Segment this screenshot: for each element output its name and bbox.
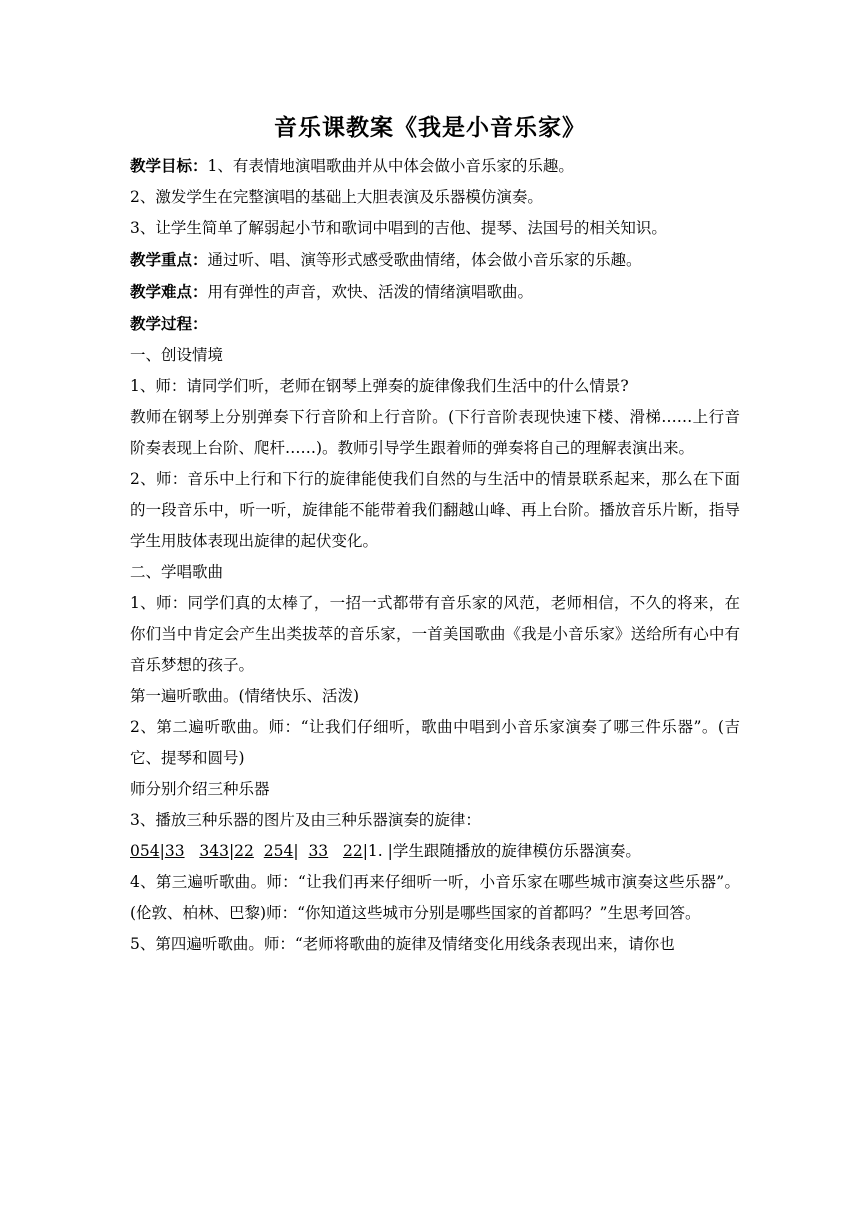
notation-22-b: 22 — [342, 842, 363, 860]
teaching-difficulty-label: 教学难点： — [130, 282, 208, 301]
section-2-paragraph-3: 2、第二遍听歌曲。师：“让我们仔细听，歌曲中唱到小音乐家演奏了哪三件乐器”。(吉它、提琴和圆号) — [130, 718, 740, 767]
notation-254: 254 — [263, 842, 294, 860]
section-2-paragraph-5: 3、播放三种乐器的图片及由三种乐器演奏的旋律： — [130, 811, 481, 829]
teaching-goals-label: 教学目标： — [130, 156, 208, 175]
notation-33-b: 33 — [308, 842, 329, 860]
section-2-paragraph-1: 1、师：同学们真的太棒了，一招一式都带有音乐家的风范，老师相信，不久的将来，在你们当中肯定会产生出类拔萃的音乐家，一首美国歌曲《我是小音乐家》送给所有心中有音乐梦想的孩子。 — [130, 594, 740, 674]
notation-1-dot: 1. — [367, 842, 383, 860]
section-2-paragraph-7: 5、第四遍听歌曲。师：“老师将歌曲的旋律及情绪变化用线条表现出来，请你也 — [130, 935, 675, 953]
section-2-paragraph-6: 4、第三遍听歌曲。师：“让我们再来仔细听一听，小音乐家在哪些城市演奏这些乐器”。(伦敦、柏林、巴黎)师：“你知道这些城市分别是哪些国家的首都吗？”生思考回答。 — [130, 873, 740, 922]
teaching-process-label: 教学过程： — [130, 314, 208, 333]
section-2-paragraph-4: 师分别介绍三种乐器 — [130, 780, 270, 798]
section-2-heading: 二、学唱歌曲 — [130, 563, 224, 581]
section-1-paragraph-3: 2、师：音乐中上行和下行的旋律能使我们自然的与生活中的情景联系起来，那么在下面的一段音乐中，听一听，旋律能不能带着我们翻越山峰、再上台阶。播放音乐片断，指导学生用肢体表现出旋律的起伏变化。 — [130, 470, 740, 550]
teaching-difficulty-paragraph — [130, 276, 740, 308]
notation-22-a: 22 — [234, 842, 254, 860]
teaching-difficulty-text: 用有弹性的声音，欢快、活泼的情绪演唱歌曲。 — [207, 283, 534, 301]
teaching-goals-item-3: 3、让学生简单了解弱起小节和歌词中唱到的吉他、提琴、法国号的相关知识。 — [130, 219, 667, 237]
teaching-goals-item-2: 2、激发学生在完整演唱的基础上大胆表演及乐器模仿演奏。 — [130, 188, 543, 206]
notation-054: 054 — [130, 842, 160, 860]
section-1-paragraph-1: 1、师：请同学们听，老师在钢琴上弹奏的旋律像我们生活中的什么情景? — [130, 377, 629, 395]
teaching-goals-paragraph — [130, 150, 740, 182]
notation-343: 343 — [199, 842, 229, 860]
teaching-focus-label: 教学重点： — [130, 250, 208, 269]
melody-notation-line: 054|33 343|22 254| 33 22|1. |学生跟随播放的旋律模仿乐器演奏。 — [130, 842, 641, 860]
notation-33-a: 33 — [164, 842, 185, 860]
document-body — [130, 150, 740, 960]
notation-tail-text: 学生跟随播放的旋律模仿乐器演奏。 — [392, 842, 641, 860]
teaching-process-paragraph — [130, 308, 740, 340]
section-1-paragraph-2: 教师在钢琴上分别弹奏下行音阶和上行音阶。(下行音阶表现快速下楼、滑梯……上行音阶奏表现上台阶、爬杆……)。教师引导学生跟着师的弹奏将自己的理解表演出来。 — [130, 408, 740, 457]
section-2-paragraph-2: 第一遍听歌曲。(情绪快乐、活泼) — [130, 687, 360, 705]
teaching-goals-item-1: 1、有表情地演唱歌曲并从中体会做小音乐家的乐趣。 — [207, 157, 574, 175]
teaching-focus-text: 通过听、唱、演等形式感受歌曲情绪，体会做小音乐家的乐趣。 — [207, 251, 642, 269]
section-1-heading: 一、创设情境 — [130, 346, 224, 364]
teaching-focus-paragraph — [130, 244, 740, 276]
page-title: 音乐课教案《我是小音乐家》 — [274, 114, 586, 141]
